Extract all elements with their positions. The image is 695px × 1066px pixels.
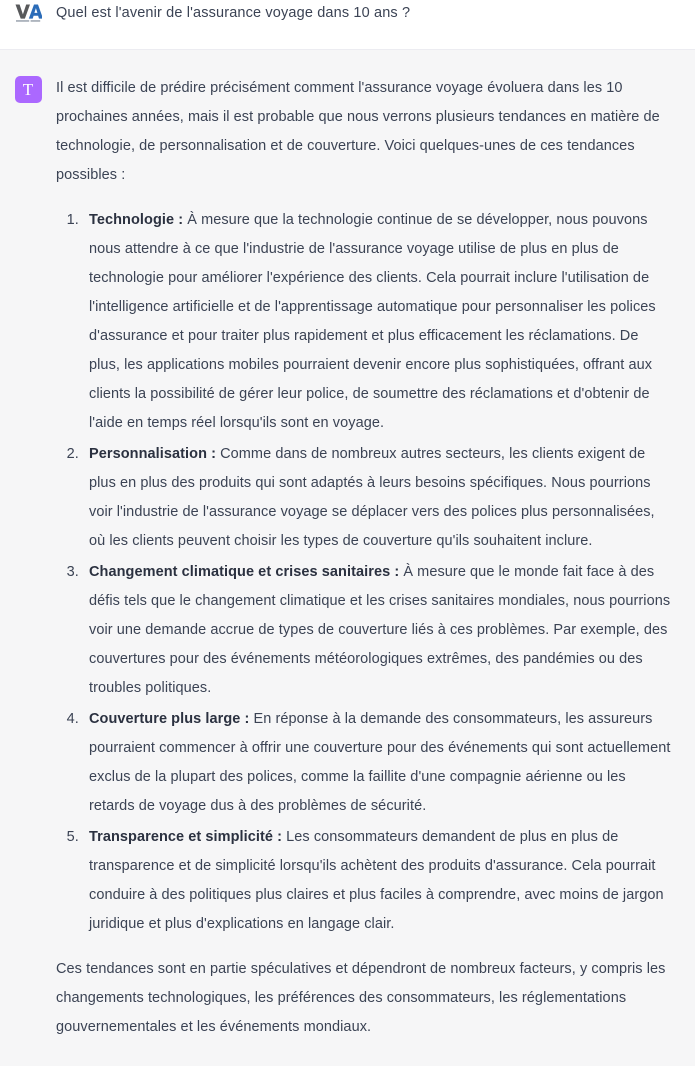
assistant-outro-paragraph: Ces tendances sont en partie spéculatives et dépendront de nombreux facteurs, y compris les changements technologiques, les préférences des consommateurs, les réglementations gouvernementales et les événements mondiaux. — [56, 961, 666, 1035]
list-item — [83, 440, 673, 556]
list-item-term: Personnalisation : — [89, 446, 216, 462]
list-item-term: Transparence et simplicité : — [89, 829, 283, 845]
assistant-avatar-column — [0, 50, 56, 103]
assistant-message-content — [56, 50, 695, 1066]
assistant-message-row — [0, 50, 695, 1066]
list-item-term: Couverture plus large : — [89, 711, 250, 727]
list-item-term: Technologie : — [89, 212, 184, 228]
list-item-body: En réponse à la demande des consommateurs, les assureurs pourraient commencer à offrir une couverture pour des événements qui sont actuellement exclus de la plupart des polices, comme la faillite d'une compagnie aérienne ou les retards de voyage dus à des problèmes de sécurité. — [89, 711, 671, 814]
va-logo-icon — [14, 2, 42, 23]
assistant-intro-paragraph: Il est difficile de prédire précisément comment l'assurance voyage évoluera dans les 10 prochaines années, mais il est probable que nous verrons plusieurs tendances en matière de technologie, de personnalisation et de couverture. Voici quelques-unes de ces tendances possibles : — [56, 80, 660, 183]
user-message-row — [0, 0, 695, 50]
list-item-body: Comme dans de nombreux autres secteurs, les clients exigent de plus en plus des produits qui sont adaptés à leurs besoins spécifiques. Nous pourrions voir l'industrie de l'assurance voyage se déplacer vers des polices plus personnalisées, où les clients peuvent choisir les types de couverture qu'ils souhaitent inclure. — [89, 446, 655, 549]
trends-ordered-list — [56, 206, 673, 939]
list-item-body: À mesure que la technologie continue de se développer, nous pouvons nous attendre à ce que l'industrie de l'assurance voyage utilise de plus en plus de technologie pour améliorer l'expérience des clients. Cela pourrait inclure l'utilisation de l'intelligence artificielle et de l'apprentissage automatique pour personnaliser les polices d'assurance et pour traiter plus rapidement et plus efficacement les réclamations. De plus, les applications mobiles pourraient devenir encore plus sophistiquées, offrant aux clients la possibilité de gérer leur police, de soumettre des réclamations et d'obtenir de l'aide en temps réel lorsqu'ils sont en voyage. — [89, 212, 656, 431]
list-item-body: À mesure que le monde fait face à des défis tels que le changement climatique et les crises sanitaires mondiales, nous pourrions voir une demande accrue de types de couverture liés à ces problèmes. Par exemple, des couvertures pour des événements météorologiques extrêmes, des pandémies ou des troubles politiques. — [89, 564, 671, 696]
user-message-content — [56, 0, 695, 38]
list-item-body: Les consommateurs demandent de plus en plus de transparence et de simplicité lorsqu'ils achètent des produits d'assurance. Cela pourrait conduire à des politiques plus claires et plus faciles à comprendre, avec moins de jargon juridique et plus d'explications en langage clair. — [89, 829, 664, 932]
list-item — [83, 558, 673, 703]
list-item — [83, 206, 673, 438]
list-item-term: Changement climatique et crises sanitaires : — [89, 564, 400, 580]
list-item — [83, 705, 673, 821]
user-question-text: Quel est l'avenir de l'assurance voyage dans 10 ans ? — [56, 5, 411, 21]
assistant-avatar-letter: T — [22, 80, 34, 99]
user-avatar-column — [0, 0, 56, 23]
assistant-t-avatar-icon — [15, 76, 42, 103]
list-item — [83, 823, 673, 939]
